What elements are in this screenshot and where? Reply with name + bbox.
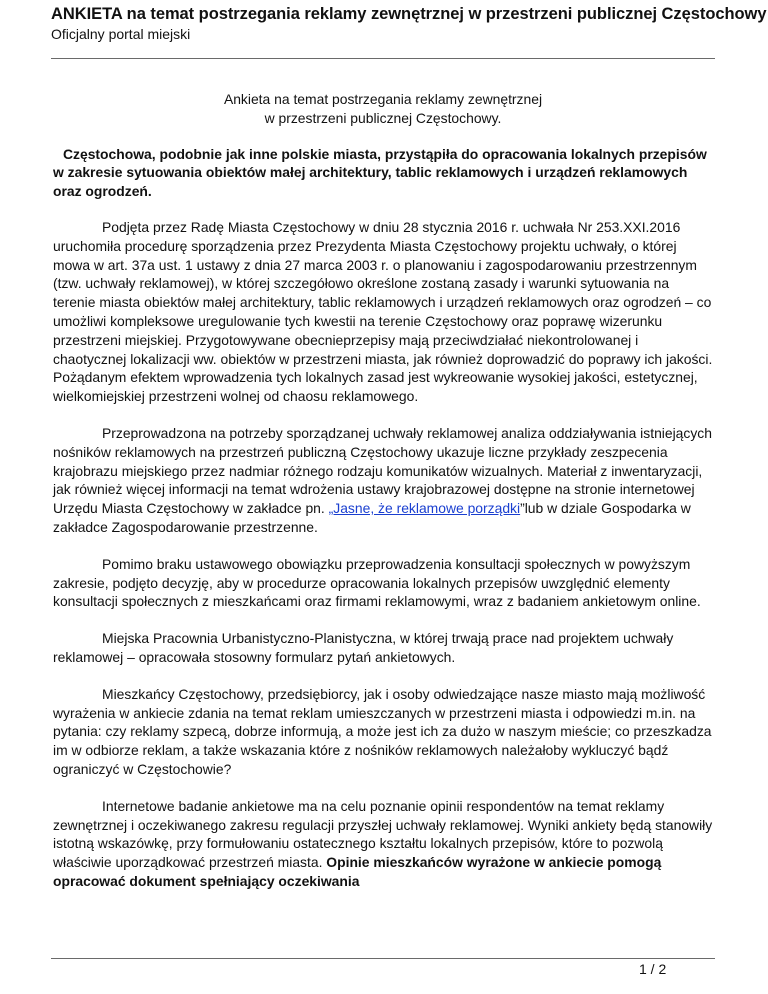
paragraph-6-bold-text: Opinie mieszkańców wyrażone w ankiecie pomogą opracować dokument spełniający oczekiwania [53,854,662,889]
paragraph-6-text: Internetowe badanie ankietowe ma na celu poznanie opinii respondentów na temat reklamy zewnętrznej i oczekiwanego zakresu regulacji przyszłej uchwały reklamowej. Wyniki ankiety będą stanowiły istotną wskazówkę, przy formułowaniu ostatecznego kształtu lokalnych przepisów, które to pozwolą właściwie uporządkować przestrzeń miasta. [53,797,713,871]
paragraph-1: Podjęta przez Radę Miasta Częstochowy w dniu 28 stycznia 2016 r. uchwała Nr 253.XXI.2016 uruchomiła procedurę sporządzenia przez Prezydenta Miasta Częstochowy projektu uchwały, o której mowa w art. 37a ust. 1 ustawy z dnia 27 marca 2003 r. o planowaniu i zagospodarowaniu przestrzennym (tzw. uchwały reklamowej), w której szczegółowo określone zostaną zasady i warunki sytuowania na terenie miasta obiektów małej architektury, tablic reklamowych i urządzeń reklamowych oraz ogrodzeń – co umożliwi kompleksowe uregulowanie tych kwestii na terenie Częstochowy oraz poprawę wizerunku przestrzeni miejskiej. Przygotowywane obecnieprzepisy mają przeciwdziałać niekontrolowanej i chaotycznej lokalizacji ww. obiektów w przestrzeni miasta, jak również doprowadzić do poprawy ich jakości. Pożądanym efektem wprowadzenia tych lokalnych zasad jest wykreowanie wysokiej jakości, estetycznej, wielkomiejskiej przestrzeni wolnej od chaosu reklamowego. [53,218,713,405]
page-number: 1 / 2 [639,961,667,977]
paragraph-2-text-after: ”lub w dziale Gospodarka w zakładce Zagospodarowanie przestrzenne. [53,500,691,535]
header-divider [51,58,715,59]
paragraph-3: Pomimo braku ustawowego obowiązku przeprowadzenia konsultacji społecznych w powyższym zakresie, podjęto decyzję, aby w procedurze opracowania lokalnych przepisów uwzględnić elementy konsultacji społecznych z mieszkańcami oraz firmami reklamowymi, wraz z badaniem ankietowym online. [53,555,701,610]
article-heading [53,90,713,128]
paragraph-5: Mieszkańcy Częstochowy, przedsiębiorcy, jak i osoby odwiedzające nasze miasto mają możliwość wyrażenia w ankiecie zdania na temat reklam umieszczanych w przestrzeni miasta i odpowiedzi m.in. na pytania: czy reklamy szpecą, dobrze informują, a może jest ich za dużo w naszym mieście; co przeszkadza im w odbiorze reklam, a także wskazania które z nośników reklamowych należałoby wykluczyć bądź ograniczyć w Częstochowie? [53,685,712,777]
article-body [53,90,713,909]
paragraph-2-text-before: Przeprowadzona na potrzeby sporządzanej uchwały reklamowej analiza oddziaływania istniejących nośników reklamowych na przestrzeń publiczną Częstochowy ukazuje liczne przykłady zeszpecenia krajobrazu miejskiego przez nadmiar różnego rodzaju komunikatów wizualnych. Materiał z inwentaryzacji, jak również więcej informacji na temat wdrożenia ustawy krajobrazowej dostępne na stronie internetowej Urzędu Miasta Częstochowy w zakładce pn. [53,424,712,517]
document-title: ANKIETA na temat postrzegania reklamy zewnętrznej w przestrzeni publicznej Częstochowy [51,5,767,23]
portal-subtitle: Oficjalny portal miejski [51,26,191,42]
paragraph-6 [53,797,713,891]
footer-divider [51,958,715,959]
reklamowe-porzadki-link[interactable]: „Jasne, że reklamowe porządki [328,500,521,517]
document-header [51,4,768,44]
paragraph-4: Miejska Pracownia Urbanistyczno-Planistyczna, w której trwają prace nad projektem uchwały reklamowej – opracowała stosowny formularz pytań ankietowych. [53,630,674,665]
article-heading-line-2: w przestrzeni publicznej Częstochowy. [264,109,502,126]
article-heading-line-1: Ankieta na temat postrzegania reklamy zewnętrznej [223,91,543,107]
paragraph-2 [53,424,713,537]
lead-paragraph: Częstochowa, podobnie jak inne polskie miasta, przystąpiła do opracowania lokalnych przepisów w zakresie sytuowania obiektów małej architektury, tablic reklamowych i urządzeń reklamowych oraz ogrodzeń. [53,145,707,200]
